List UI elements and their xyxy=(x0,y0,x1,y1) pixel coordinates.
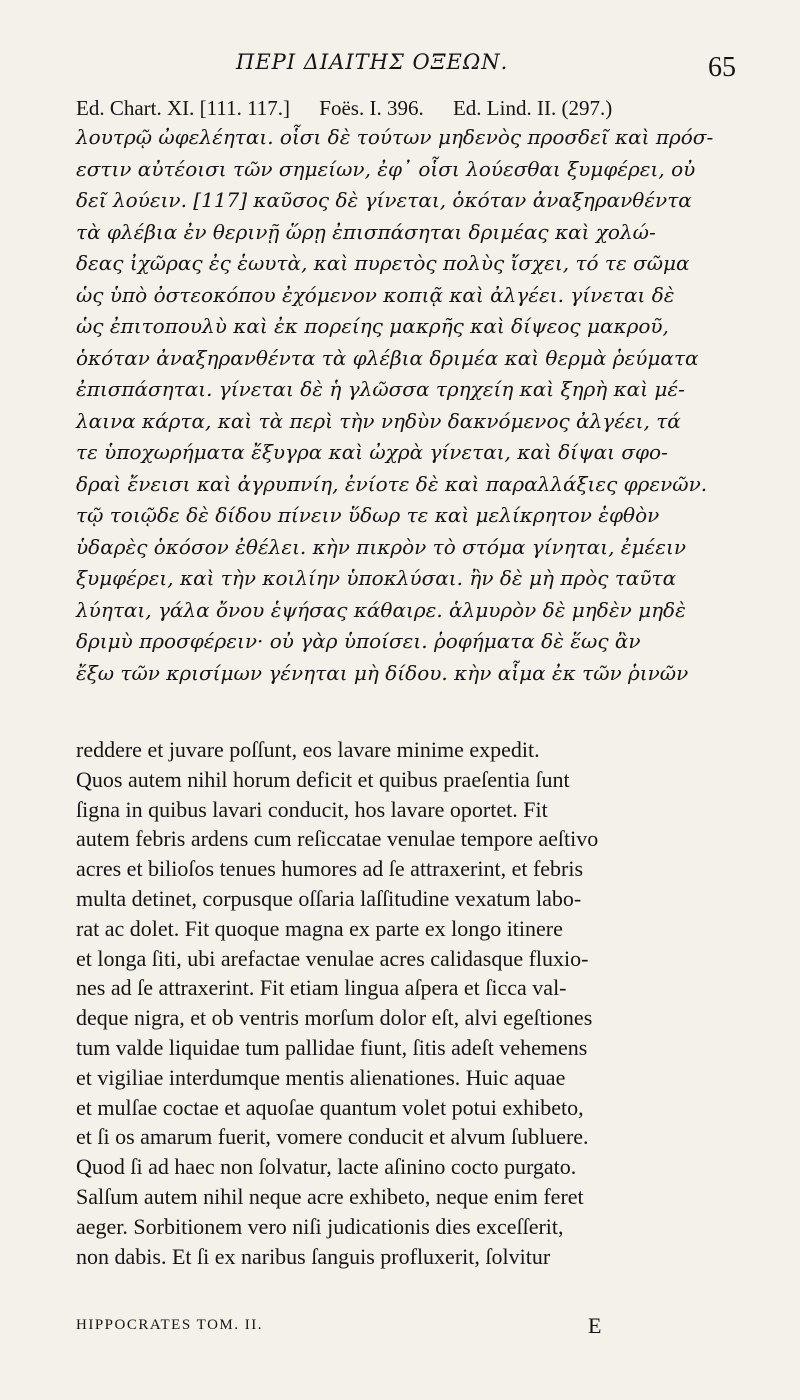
latin-line: acres et bilioſos tenues humores ad ſe attraxerint, et febris xyxy=(76,856,584,882)
latin-line: tum valde liquidae tum pallidae fiunt, ſitis adeſt vehemens xyxy=(76,1034,588,1060)
greek-line: ὡς ἐπιτοπουλὺ καὶ ἐκ πορείης μακρῆς καὶ δίψεος μακροῦ, xyxy=(76,314,669,338)
running-title: ΠΕΡΙ ΔΙΑΙΤΗΣ ΟΞΕΩΝ. xyxy=(236,50,509,74)
greek-line: ἔξω τῶν κρισίμων γένηται μὴ δίδου. κὴν αἷμα ἐκ τῶν ῥινῶν xyxy=(76,660,689,685)
latin-line: deque nigra, et ob ventris morſum dolor eſt, alvi egeſtiones xyxy=(76,1005,593,1031)
latin-line: reddere et juvare poſſunt, eos lavare minime expedit. xyxy=(76,737,540,762)
edition-references xyxy=(76,96,636,121)
latin-line: et vigiliae interdumque mentis alienationes. Huic aquae xyxy=(76,1064,566,1090)
greek-line: ὁκόταν ἀναξηρανθέντα τὰ φλέβια δριμέα καὶ θερμὰ ῥεύματα xyxy=(76,345,699,370)
latin-translation-block xyxy=(76,735,736,1271)
edition-ref-foes: Foës. I. 396. xyxy=(319,96,424,120)
greek-line: δεῖ λούειν. [117] καῦσος δὲ γίνεται, ὁκόταν ἀναξηρανθέντα xyxy=(76,188,692,212)
latin-line: aeger. Sorbitionem vero niſi judicationis dies exceſſerit, xyxy=(76,1213,564,1239)
greek-line: λουτρῷ ὠφελέηται. οἷσι δὲ τούτων μηδενὸς προσδεῖ καὶ πρόσ- xyxy=(76,125,714,149)
edition-ref-chart: Ed. Chart. XI. [111. 117.] xyxy=(76,96,291,120)
greek-line: τῷ τοιῷδε δὲ δίδου πίνειν ὕδωρ τε καὶ μελίκρητον ἑφθὸν xyxy=(76,503,660,527)
latin-line: Quod ſi ad haec non ſolvatur, lacte aſinino cocto purgato. xyxy=(76,1154,577,1180)
greek-line: δριμὺ προσφέρειν· οὐ γὰρ ὑποίσει. ῥοφήματα δὲ ἕως ἂν xyxy=(76,629,641,653)
page-number: 65 xyxy=(708,52,736,83)
volume-signature: HIPPOCRATES TOM. II. xyxy=(76,1317,263,1333)
latin-line: ſigna in quibus lavari conducit, hos lavare oportet. Fit xyxy=(76,796,548,822)
sheet-mark: E xyxy=(588,1313,602,1338)
latin-line: et ſi os amarum fuerit, vomere conducit et alvum ſubluere. xyxy=(76,1124,589,1150)
greek-line: δεας ἰχῶρας ἐς ἑωυτὰ, καὶ πυρετὸς πολὺς ἴσχει, τό τε σῶμα xyxy=(76,251,690,275)
latin-line: multa detinet, corpusque oſſaria laſſitudine vexatum labo- xyxy=(76,885,582,911)
latin-line: et longa ſiti, ubi arefactae venulae acres calidasque fluxio- xyxy=(76,945,589,971)
greek-line: λαινα κάρτα, καὶ τὰ περὶ τὴν νηδὺν δακνόμενος ἀλγέει, τά xyxy=(76,408,681,433)
latin-line: rat ac dolet. Fit quoque magna ex parte ex longo itinere xyxy=(76,915,563,941)
latin-line: Salſum autem nihil neque acre exhibeto, neque enim feret xyxy=(76,1183,584,1209)
latin-line: et mulſae coctae et aquoſae quantum volet potui exhibeto, xyxy=(76,1094,584,1120)
greek-line: λύηται, γάλα ὄνου ἑψήσας κάθαιρε. ἁλμυρὸν δὲ μηδὲν μηδὲ xyxy=(76,597,686,622)
greek-line: τὰ φλέβια ἐν θερινῇ ὥρῃ ἐπισπάσηται δριμέας καὶ χολώ- xyxy=(76,219,656,244)
greek-text-block xyxy=(76,122,736,689)
greek-line: ὑδαρὲς ὁκόσον ἐθέλει. κὴν πικρὸν τὸ στόμα γίνηται, ἐμέειν xyxy=(76,534,686,559)
latin-line: autem febris ardens cum reſiccatae venulae tempore aeſtivo xyxy=(76,826,599,852)
greek-line: εστιν αὐτέοισι τῶν σημείων, ἐφ᾽ οἷσι λούεσθαι ξυμφέρει, οὐ xyxy=(76,156,696,181)
edition-ref-lind: Ed. Lind. II. (297.) xyxy=(452,96,613,120)
greek-line: ἐπισπάσηται. γίνεται δὲ ἡ γλῶσσα τρηχείη καὶ ξηρὴ καὶ μέ- xyxy=(76,377,685,401)
greek-line: τε ὑποχωρήματα ἔξυγρα καὶ ὠχρὰ γίνεται, καὶ δίψαι σφο- xyxy=(76,440,668,464)
greek-line: δραὶ ἔνεισι καὶ ἀγρυπνίη, ἐνίοτε δὲ καὶ παραλλάξιες φρενῶν. xyxy=(76,471,708,496)
latin-line: nes ad ſe attraxerint. Fit etiam lingua aſpera et ſicca val- xyxy=(76,975,567,1001)
page-footer xyxy=(76,1313,730,1341)
page-header xyxy=(76,48,736,88)
latin-line: non dabis. Et ſi ex naribus ſanguis profluxerit, ſolvitur xyxy=(76,1243,551,1269)
greek-line: ξυμφέρει, καὶ τὴν κοιλίην ὑποκλύσαι. ἢν δὲ μὴ πρὸς ταῦτα xyxy=(76,566,677,590)
greek-line: ὡς ὑπὸ ὀστεοκόπου ἐχόμενον κοπιᾷ καὶ ἀλγέει. γίνεται δὲ xyxy=(76,282,675,307)
latin-line: Quos autem nihil horum deficit et quibus praeſentia ſunt xyxy=(76,766,570,792)
